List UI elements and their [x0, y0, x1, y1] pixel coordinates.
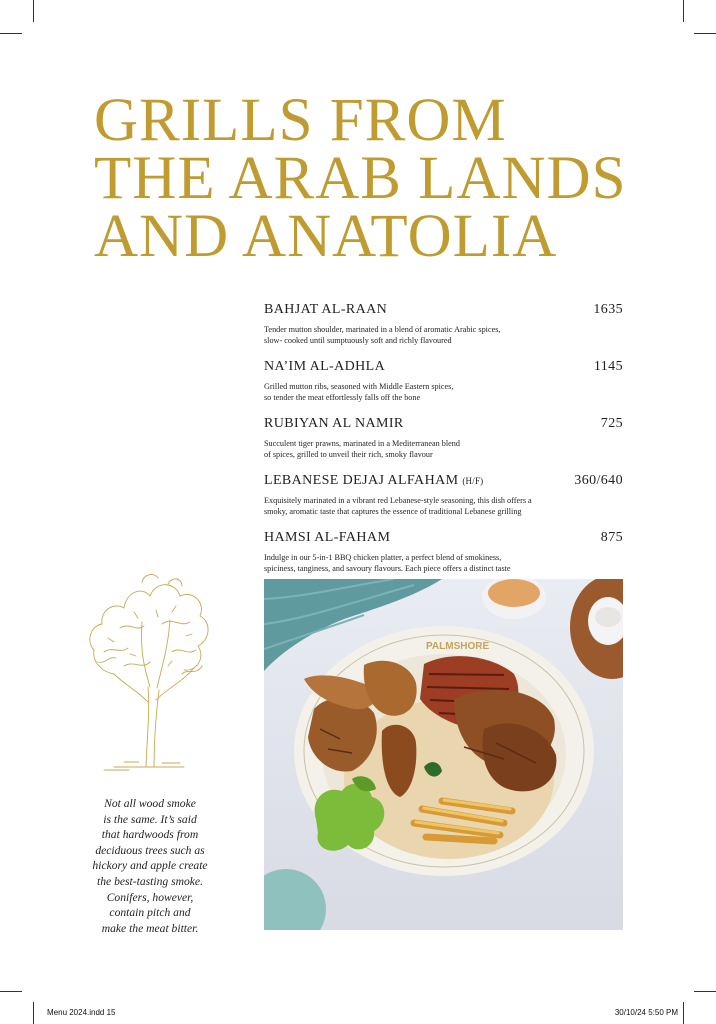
crop-mark [0, 991, 22, 992]
menu-item [264, 359, 623, 403]
menu-item-name: RUBIYAN AL NAMIR [264, 416, 404, 431]
menu-item-description: Exquisitely marinated in a vibrant red Lebanese-style seasoning, this dish offers a smoky, aromatic taste that captures the essence of traditional Lebanese grilling [264, 496, 532, 516]
food-photo [264, 579, 623, 930]
menu-item-name: NA’IM AL-ADHLA [264, 359, 386, 374]
wood-smoke-quote: Not all wood smoke is the same. It’s said that hardwoods from deciduous trees such as hickory and apple create the best-tasting smoke. Conifers, however, contain pitch and make the meat bitter. [92, 797, 208, 935]
plate-brand-text: PALMSHORE [426, 641, 490, 652]
crop-mark [694, 991, 716, 992]
menu-item-name: BAHJAT AL-RAAN [264, 302, 388, 317]
menu-item-price: 875 [600, 530, 623, 545]
menu-item-description: Tender mutton shoulder, marinated in a blend of aromatic Arabic spices, slow- cooked until sumptuously soft and richly flavoured [264, 325, 501, 345]
menu-item-description: Grilled mutton ribs, seasoned with Middle Eastern spices, so tender the meat effortlessly falls off the bone [264, 382, 454, 402]
menu-item-description: Indulge in our 5-in-1 BBQ chicken platter, a perfect blend of smokiness, spiciness, tanginess, and savoury flavours. Each piece offers a distinct taste [264, 553, 511, 573]
menu-item-price: 725 [600, 416, 623, 431]
menu-item-description: Succulent tiger prawns, marinated in a Mediterranean blend of spices, grilled to unveil their rich, smoky flavour [264, 439, 460, 459]
menu-item [264, 416, 623, 460]
crop-mark [0, 33, 22, 34]
crop-mark [33, 1002, 34, 1024]
page-title [94, 87, 627, 270]
menu-item-price: 360/640 [574, 473, 623, 488]
title-line: AND ANATOLIA [94, 203, 558, 270]
crop-mark [33, 0, 34, 22]
menu-item-price: 1145 [593, 359, 623, 374]
slug-timestamp: 30/10/24 5:50 PM [614, 1008, 678, 1017]
menu-item [264, 530, 623, 574]
slug-file-info: Menu 2024.indd 15 [47, 1008, 116, 1017]
crop-mark [683, 0, 684, 22]
tree-illustration [84, 562, 214, 777]
menu-list [264, 302, 623, 587]
menu-item [264, 473, 623, 517]
menu-item-price: 1635 [593, 302, 623, 317]
crop-mark [694, 33, 716, 34]
menu-item [264, 302, 623, 346]
crop-mark [683, 1002, 684, 1024]
menu-item-name: LEBANESE DEJAJ ALFAHAM (H/F) [264, 473, 484, 488]
title-line: THE ARAB LANDS [94, 145, 627, 212]
menu-item-name: HAMSI AL-FAHAM [264, 530, 391, 545]
menu-item-note: (H/F) [462, 476, 484, 486]
title-line: GRILLS FROM [94, 87, 507, 154]
